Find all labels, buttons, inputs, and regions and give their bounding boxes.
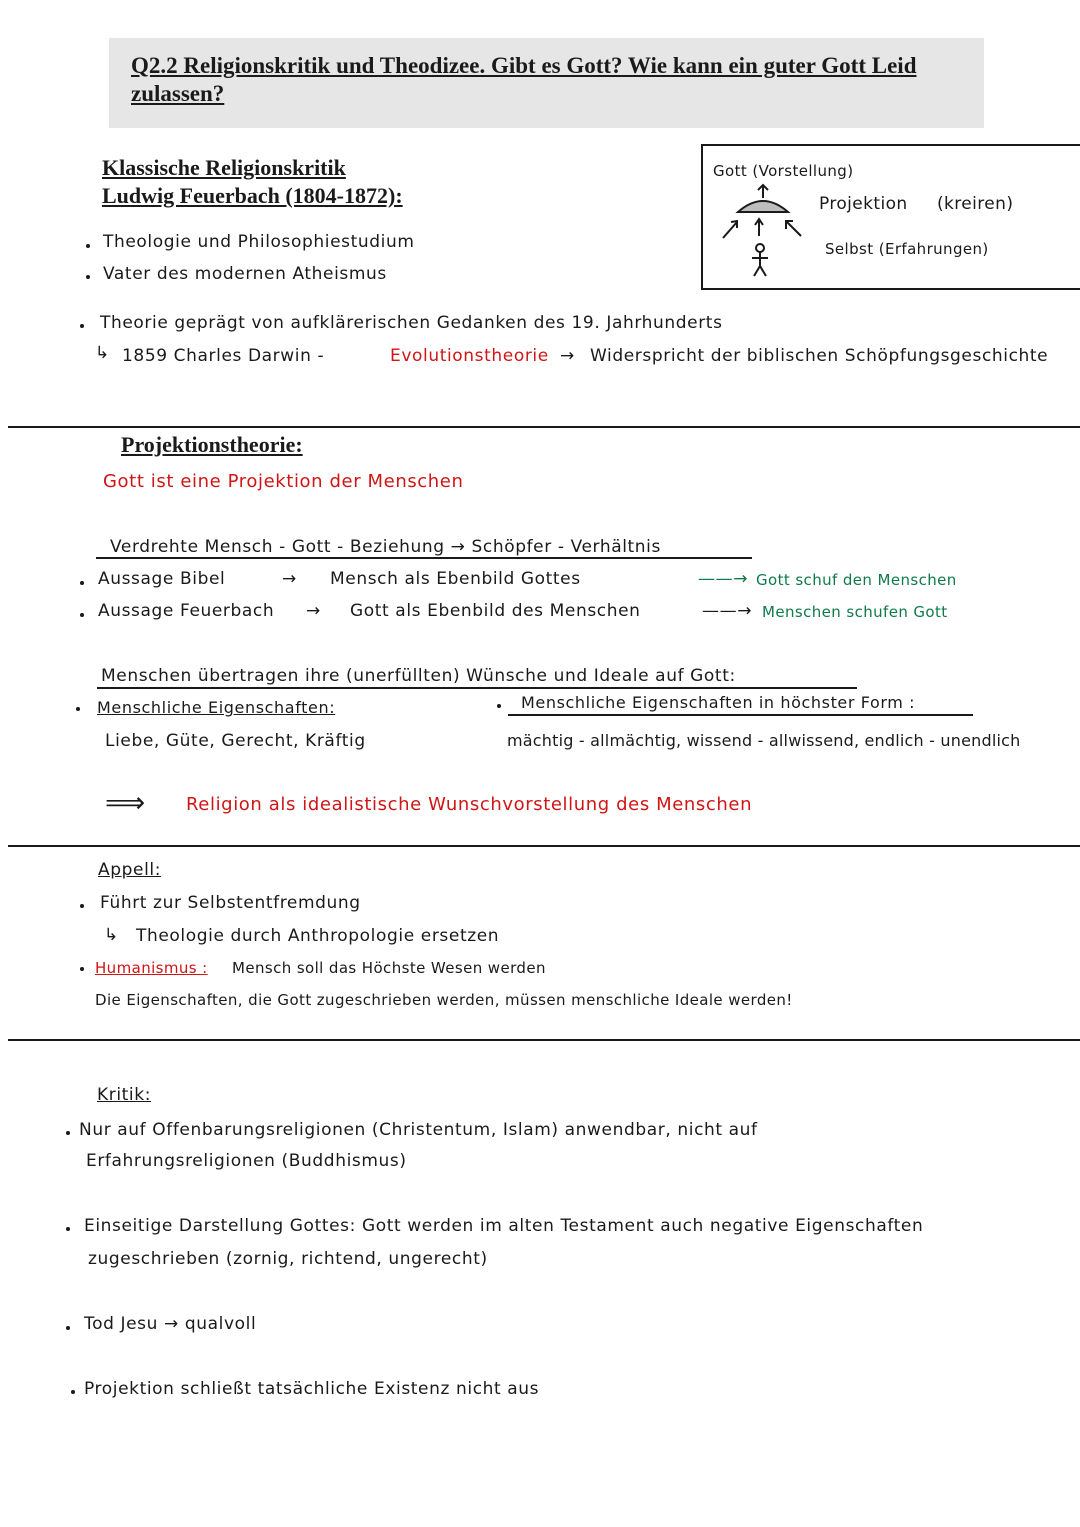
bullet-dot [66,1131,70,1135]
long-arrow-icon: ——→ [698,569,749,589]
long-arrow-icon: ——→ [702,601,753,621]
arrow-right-icon: → [560,346,575,366]
bio-bullet-1: Theologie und Philosophiestudium [103,232,415,252]
humanism-text: Mensch soll das Höchste Wesen werden [232,959,546,977]
relation-underline [96,557,752,559]
bullet-dot [86,244,90,248]
critique-2b: zugeschrieben (zornig, richtend, ungerecht) [88,1249,488,1269]
transfer-line: Menschen übertragen ihre (unerfüllten) Wünsche und Ideale auf Gott: [101,666,736,686]
double-arrow-icon: ⟹ [105,786,146,819]
bullet-dot [66,1227,70,1231]
critique-2a: Einseitige Darstellung Gottes: Gott werden im alten Testament auch negative Eigenschaften [84,1216,924,1236]
diagram-projection-note: (kreiren) [937,194,1014,214]
bible-conclusion: Gott schuf den Menschen [756,571,957,589]
bullet-dot [80,581,84,585]
critique-1b: Erfahrungsreligionen (Buddhismus) [86,1151,407,1171]
bible-label: Aussage Bibel [98,569,226,589]
section-divider [8,1039,1080,1041]
theory-line: Theorie geprägt von aufklärerischen Gedanken des 19. Jahrhunderts [100,313,723,333]
conclusion-line: Religion als idealistische Wunschvorstellung des Menschen [186,794,753,815]
darwin-arrow-icon: ↳ [95,343,110,363]
appeal-heading: Appell: [98,860,162,880]
humanism-label: Humanismus : [95,959,208,977]
sub-arrow-icon: ↳ [104,925,119,945]
arrow-right-icon: → [282,569,297,589]
bullet-dot [80,613,84,617]
relation-line: Verdrehte Mensch - Gott - Beziehung → Schöpfer - Verhältnis [110,537,661,557]
critique-3: Tod Jesu → qualvoll [84,1314,257,1334]
bullet-dot [497,704,501,708]
bullet-dot [76,707,80,711]
appeal-line-2: Theologie durch Anthropologie ersetzen [136,926,500,946]
diagram-self-label: Selbst (Erfahrungen) [825,240,989,258]
diagram-top-label: Gott (Vorstellung) [713,162,854,180]
human-props: Liebe, Güte, Gerecht, Kräftig [105,731,366,751]
bullet-dot [80,324,84,328]
projection-diagram [701,144,1080,290]
bio-bullet-2: Vater des modernen Atheismus [103,264,387,284]
arrow-right-icon: → [306,601,321,621]
section1-heading-line1: Klassische Religionskritik [102,155,346,180]
feuerbach-conclusion: Menschen schufen Gott [762,603,948,621]
feuerbach-label: Aussage Feuerbach [98,601,275,621]
darwin-line-suffix: Widerspricht der biblischen Schöpfungsgeschichte [590,346,1049,366]
section1-heading-line2: Ludwig Feuerbach (1804-1872): [102,183,403,208]
header-box [109,38,984,128]
diagram-projection-label: Projektion [819,194,908,214]
critique-heading: Kritik: [97,1085,152,1105]
evolution-theory: Evolutionstheorie [390,346,549,366]
bullet-dot [66,1326,70,1330]
bullet-dot [71,1390,75,1394]
page-title: Q2.2 Religionskritik und Theodizee. Gibt es Gott? Wie kann ein guter Gott Leid zulassen? [131,53,917,106]
bullet-dot [80,904,84,908]
critique-4: Projektion schließt tatsächliche Existenz nicht aus [84,1379,540,1399]
appeal-line-1: Führt zur Selbstentfremdung [100,893,361,913]
appeal-line-4: Die Eigenschaften, die Gott zugeschrieben werden, müssen menschliche Ideale werden! [95,991,793,1009]
human-props-heading: Menschliche Eigenschaften: [97,698,336,717]
feuerbach-statement: Gott als Ebenbild des Menschen [350,601,641,621]
section-divider [8,845,1080,847]
bullet-dot [86,275,90,279]
transfer-underline [97,687,857,689]
section2-heading: Projektionstheorie: [121,432,303,457]
critique-1a: Nur auf Offenbarungsreligionen (Christentum, Islam) anwendbar, nicht auf [79,1120,758,1140]
projection-sketch-icon [713,182,813,282]
highest-underline [508,714,973,716]
section-divider [8,426,1080,428]
darwin-line-prefix: 1859 Charles Darwin - [122,346,325,366]
bullet-dot [80,967,84,971]
highest-form-values: mächtig - allmächtig, wissend - allwissend, endlich - unendlich [507,731,1021,750]
projection-thesis: Gott ist eine Projektion der Menschen [103,471,464,492]
bible-statement: Mensch als Ebenbild Gottes [330,569,581,589]
highest-form-heading: Menschliche Eigenschaften in höchster Form : [521,693,916,712]
